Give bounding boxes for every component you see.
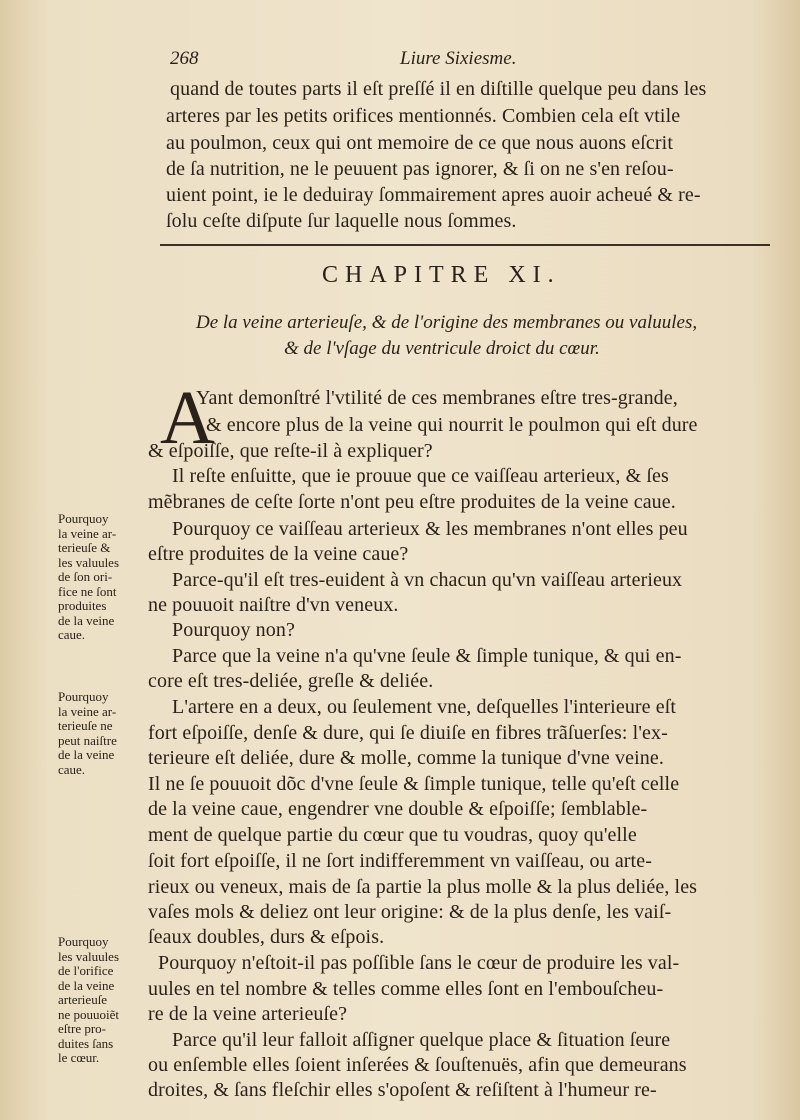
margin-note-line: de ſon ori- bbox=[58, 569, 113, 584]
body-line: L'artere en a deux, ou ſeulement vne, deſquelles l'interieure eſt bbox=[172, 696, 677, 718]
chapter-subtitle-line-2: & de l'vſage du ventricule droict du cœur. bbox=[284, 338, 600, 359]
margin-note-line: caue. bbox=[58, 761, 86, 777]
margin-note-line: peut naiſtre bbox=[58, 732, 117, 748]
intro-line: uient point, ie le deduiray ſommairement apres auoir acheué & re- bbox=[166, 184, 701, 206]
body-line: terieure eſt deliée, dure & molle, comme la tunique d'vne veine. bbox=[148, 747, 664, 769]
intro-line: de ſa nutrition, ne le peuuent pas ignorer, & ſi on ne s'en reſou- bbox=[166, 158, 674, 180]
body-line: Yant demonſtré l'vtilité de ces membranes eſtre tres-grande, bbox=[196, 387, 678, 409]
margin-note bbox=[58, 690, 150, 777]
body-line: ne pouuoit naiſtre d'vn veneux. bbox=[148, 594, 399, 616]
body-line: droites, & ſans fleſchir elles s'opoſent & reſiſtent à l'humeur re- bbox=[148, 1079, 657, 1101]
margin-note-line: fice ne ſont bbox=[58, 583, 117, 599]
margin-note-line: duites ſans bbox=[58, 1035, 114, 1051]
intro-line: quand de toutes parts il eſt preſſé il en diſtille quelque peu dans les bbox=[170, 78, 707, 100]
margin-note-line: le cœur. bbox=[58, 1050, 100, 1065]
chapter-title: CHAPITRE XI. bbox=[322, 262, 561, 288]
body-line: ſoit fort eſpoiſſe, il ne ſort indifferemment vn vaiſſeau, ou arte- bbox=[148, 850, 652, 872]
body-line: re de la veine arterieuſe? bbox=[148, 1003, 348, 1025]
body-line: Parce qu'il leur falloit aſſigner quelque place & ſituation ſeure bbox=[172, 1029, 671, 1051]
body-line: mẽbranes de ceſte ſorte n'ont peu eſtre produites de la veine caue. bbox=[148, 491, 676, 513]
intro-line: arteres par les petits orifices mentionnés. Combien cela eſt vtile bbox=[166, 105, 681, 127]
body-line: Il reſte enſuitte, que ie prouue que ce vaiſſeau arterieux, & ſes bbox=[172, 465, 669, 487]
body-line: rieux ou veneux, mais de ſa partie la plus molle & la plus deliée, les bbox=[148, 876, 698, 898]
margin-note-line: de l'orifice bbox=[58, 963, 114, 978]
margin-note-line: ne pouuoiẽt bbox=[58, 1006, 120, 1022]
body-line: core eſt tres-deliée, greſle & deliée. bbox=[148, 670, 434, 692]
margin-note-line: caue. bbox=[58, 627, 86, 642]
page-number: 268 bbox=[170, 48, 199, 69]
margin-note-line: Pourquoy bbox=[58, 934, 109, 949]
body-line: Parce-qu'il eſt tres-euident à vn chacun qu'vn vaiſſeau arterieux bbox=[172, 569, 683, 591]
margin-note-line: de la veine bbox=[58, 977, 115, 993]
running-title: Liure Sixiesme. bbox=[400, 48, 517, 69]
margin-note-line: la veine ar- bbox=[58, 703, 117, 719]
margin-note-line: Pourquoy bbox=[58, 689, 109, 704]
section-divider bbox=[160, 244, 770, 246]
margin-note-line: la veine ar- bbox=[58, 525, 117, 541]
body-line: Parce que la veine n'a qu'vne ſeule & ſimple tunique, & qui en- bbox=[172, 645, 682, 667]
margin-note bbox=[58, 935, 150, 1066]
body-line: ſeaux doubles, durs & eſpois. bbox=[148, 926, 385, 948]
drop-cap: A bbox=[160, 376, 215, 460]
margin-note-line: eſtre pro- bbox=[58, 1021, 107, 1036]
body-line: & encore plus de la veine qui nourrit le poulmon qui eſt dure bbox=[206, 414, 698, 436]
body-line: uules en tel nombre & telles comme elles ſont en l'embouſcheu- bbox=[148, 978, 664, 1000]
body-line: ou enſemble elles ſoient inſerées & ſouſtenuës, afin que demeurans bbox=[148, 1054, 687, 1076]
margin-note-line: arterieuſe bbox=[58, 992, 108, 1007]
margin-note-line: terieuſe ne bbox=[58, 718, 113, 733]
body-line: eſtre produites de la veine caue? bbox=[148, 543, 409, 565]
margin-note-line: terieuſe & bbox=[58, 540, 111, 555]
body-line: Il ne ſe pouuoit dõc d'vne ſeule & ſimple tunique, telle qu'eſt celle bbox=[148, 773, 680, 795]
margin-note-line: les valuules bbox=[58, 948, 120, 964]
body-line: fort eſpoiſſe, denſe & dure, qui ſe diuiſe en fibres trãſuerſes: l'ex- bbox=[148, 722, 668, 744]
body-line: ment de quelque partie du cœur que tu voudras, quoy qu'elle bbox=[148, 824, 637, 846]
margin-note bbox=[58, 512, 150, 643]
chapter-subtitle-line-1: De la veine arterieuſe, & de l'origine des membranes ou valuules, bbox=[196, 312, 698, 333]
body-line: Pourquoy ce vaiſſeau arterieux & les membranes n'ont elles peu bbox=[172, 518, 688, 540]
margin-note-line: de la veine bbox=[58, 747, 115, 762]
margin-note-line: les valuules bbox=[58, 554, 120, 570]
body-line: de la veine caue, engendrer vne double & eſpoiſſe; ſemblable- bbox=[148, 798, 648, 820]
margin-note-line: Pourquoy bbox=[58, 511, 109, 526]
body-line: Pourquoy non? bbox=[172, 619, 295, 641]
margin-note-line: produites bbox=[58, 598, 107, 613]
body-line: & eſpoiſſe, que reſte-il à expliquer? bbox=[148, 440, 433, 462]
intro-line: au poulmon, ceux qui ont memoire de ce que nous auons eſcrit bbox=[166, 132, 673, 154]
body-line: vaſes mols & deliez ont leur origine: & de la plus denſe, les vaiſ- bbox=[148, 901, 672, 923]
page-header bbox=[170, 48, 570, 74]
intro-line: ſolu ceſte diſpute ſur laquelle nous ſommes. bbox=[166, 210, 517, 232]
margin-note-line: de la veine bbox=[58, 612, 115, 628]
body-line: Pourquoy n'eſtoit-il pas poſſible ſans le cœur de produire les val- bbox=[158, 952, 680, 974]
